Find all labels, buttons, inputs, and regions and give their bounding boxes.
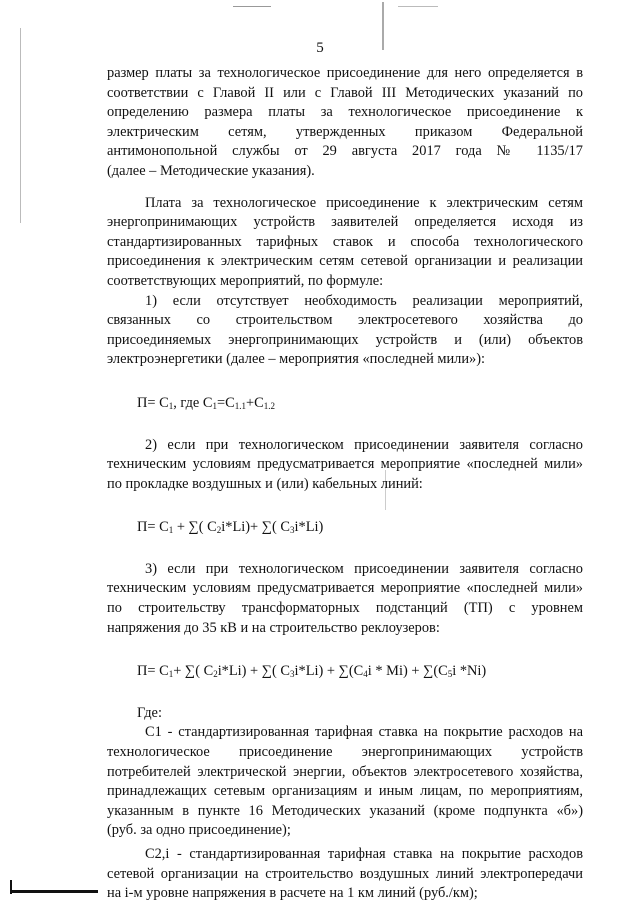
paragraph-line: 3) если при технологическом присоединении заявителя согласно: [145, 560, 583, 577]
paragraph-line: соответствующих мероприятий, по формуле:: [107, 272, 384, 289]
paragraph-line: потребителей электрической энергии, объектов электросетевого хозяйства,: [107, 763, 583, 780]
paragraph-line: указанным в пункте 16 Методических указаний (кроме подпункта «б»): [107, 802, 583, 819]
paragraph-line: энергопринимающих устройств заявителей определяется исходя из: [107, 214, 583, 231]
scan-edge-mark: [20, 28, 21, 223]
paragraph-line: напряжения до 35 кВ и на строительство реклоузеров:: [107, 619, 440, 636]
paragraph-line: связанных со строительством электросетевого хозяйства до: [107, 312, 583, 329]
paragraph-line: С1 - стандартизированная тарифная ставка на покрытие расходов на: [145, 724, 583, 741]
document-body: [107, 64, 583, 904]
paragraph-line: 2) если при технологическом присоединении заявителя согласно: [145, 436, 583, 453]
paragraph-line: принадлежащих сетевым организациям и иным лицам, по мероприятиям,: [107, 783, 583, 800]
paragraph-line: присоединения к электрическим сетям сетевой организации и реализации: [107, 253, 583, 270]
paragraph-line: Плата за технологическое присоединение к электрическим сетям: [145, 194, 583, 211]
where-label: Где:: [137, 704, 162, 721]
paragraph-line: размер платы за технологическое присоединение для него определяется в: [107, 65, 583, 81]
formula-1: $П= С_1$, где $С_1=С_{1.1}+С_{1.2}$: [137, 394, 275, 411]
paragraph-line: по строительству трансформаторных подстанций (ТП) с уровнем: [107, 600, 583, 617]
paragraph-line: электрическим сетям, утвержденных приказом Федеральной: [107, 123, 583, 140]
paragraph-line: технологическое присоединение энергопринимающих устройств: [107, 744, 583, 761]
paragraph-line: сетевой организации на строительство воздушных линий электропередачи: [107, 865, 583, 882]
paragraph-line: (далее – Методические указания).: [107, 162, 315, 179]
formula-2: $П= С_1$ + ∑( $С_2i*Li)+$ ∑( $С_3i*Li$): [137, 519, 324, 536]
paragraph-line: (руб. за одно присоединение);: [107, 822, 291, 839]
paragraph-line: техническим условиям предусматривается мероприятие «последней мили»: [107, 456, 583, 473]
paragraph-line: антимонопольной службы от 29 августа 2017 года № 1135/17: [107, 143, 583, 160]
paragraph-line: электроэнергетики (далее – мероприятия «последней мили»):: [107, 351, 486, 368]
paragraph-line: присоединяемых энергопринимающих устройств и (или) объектов: [107, 331, 583, 348]
paragraph-line: на i-м уровне напряжения в расчете на 1 км линий (руб./км);: [107, 885, 478, 902]
paragraph-line: соответствии с Главой II или с Главой III Методических указаний по: [107, 84, 583, 101]
paragraph-line: по прокладке воздушных и (или) кабельных линий:: [107, 475, 423, 492]
paragraph-line: С2,i - стандартизированная тарифная ставка на покрытие расходов: [145, 846, 583, 862]
paragraph-line: 1) если отсутствует необходимость реализации мероприятий,: [145, 292, 583, 309]
paragraph-line: техническим условиям предусматривается мероприятие «последней мили»: [107, 580, 583, 597]
paragraph-line: определению размера платы за технологическое присоединение к: [107, 104, 583, 121]
scan-artifact: [398, 6, 438, 7]
formula-3: $П= С_1+$ ∑( $С_2i*Li$) + ∑( $С_3i*Li) + \sum(С_4i * Mi) + \sum(С_5i$ *Ni): [137, 663, 487, 680]
paragraph-line: стандартизированных тарифных ставок и способа технологического: [107, 233, 583, 250]
scan-border-mark: [10, 890, 98, 893]
page-number: 5: [316, 40, 324, 56]
scan-artifact: [233, 6, 271, 7]
scan-border-mark: [10, 880, 12, 894]
